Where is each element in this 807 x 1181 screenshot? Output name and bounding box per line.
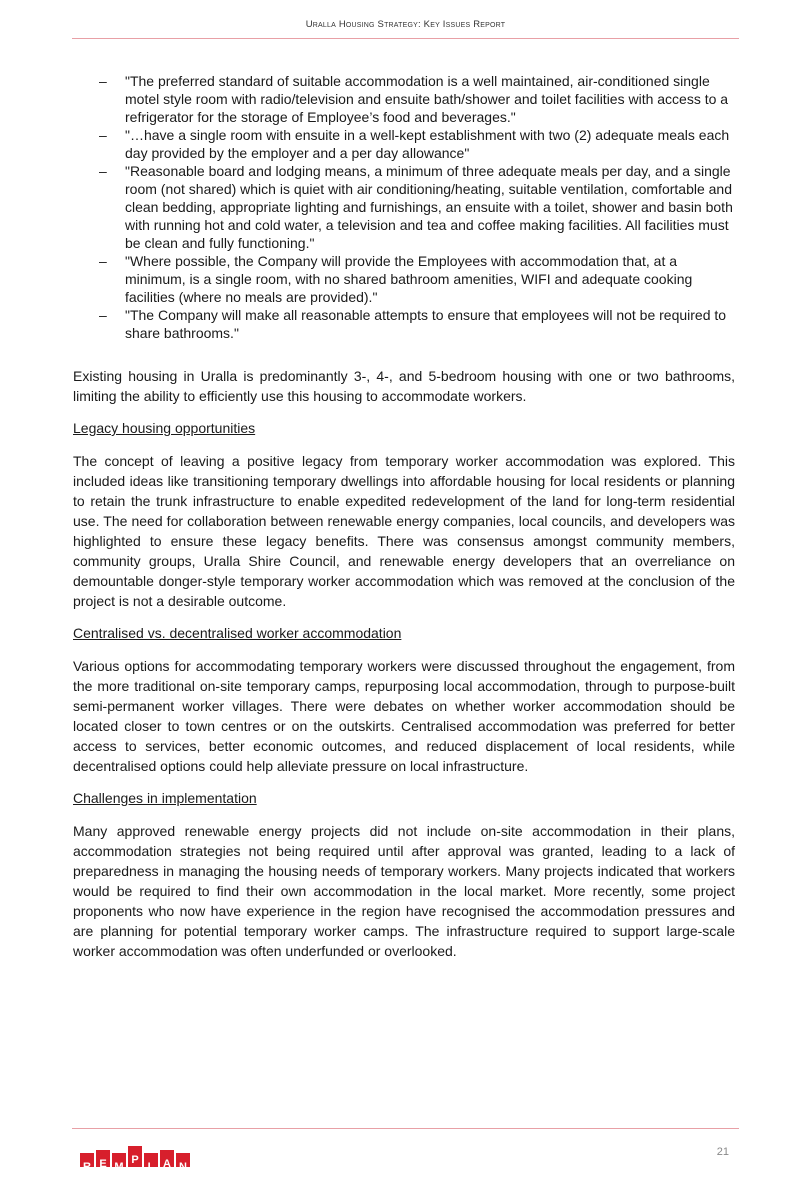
list-dash: – xyxy=(99,253,107,269)
logo-letter: L xyxy=(144,1153,158,1167)
footer-divider xyxy=(72,1128,739,1129)
quote-text: "Where possible, the Company will provide the Employees with accommodation that, at a minimum, is a single room, with no shared bathroom amenities, WIFI and adequate cooking facilities (where no meals are provided)." xyxy=(125,253,693,305)
quote-item xyxy=(73,126,735,162)
section-body-legacy: The concept of leaving a positive legacy from temporary worker accommodation was explored. This included ideas like transitioning temporary dwellings into affordable housing for local residents or planning to retain the trunk infrastructure to enable expedited redevelopment of the land for long-term residential use. The need for collaboration between renewable energy companies, local councils, and developers was highlighted to ensure these legacy benefits. There was consensus amongst community members, community groups, Uralla Shire Council, and renewable energy developers that an overreliance on demountable donger-style temporary worker accommodation which was removed at the conclusion of the project is not a desirable outcome. xyxy=(73,453,735,609)
section-heading-legacy: Legacy housing opportunities xyxy=(73,420,256,436)
logo-letter: P xyxy=(128,1146,142,1167)
quote-item xyxy=(73,306,735,342)
logo-letter: A xyxy=(160,1150,174,1167)
list-dash: – xyxy=(99,307,107,323)
quote-text: "…have a single room with ensuite in a well-kept establishment with two (2) adequate meals each day provided by the employer and a per day allowance" xyxy=(125,127,730,161)
page-number: 21 xyxy=(716,1146,729,1158)
section-body-challenges: Many approved renewable energy projects did not include on-site accommodation in their plans, accommodation strategies not being required until after approval was granted, leading to a lack of preparedness in managing the housing needs of temporary workers. Many projects indicated that workers would be required to find their own accommodation in the local market. More recently, some project proponents who now have experience in the region have recognised the accommodation pressures and are planning for potential temporary worker camps. The infrastructure required to support large-scale worker accommodation was often underfunded or overlooked. xyxy=(73,823,735,959)
document-title: Uralla Housing Strategy: Key Issues Report xyxy=(305,19,506,30)
remplan-logo xyxy=(80,1146,192,1173)
logo-letter: M xyxy=(112,1153,126,1167)
quote-item xyxy=(73,72,735,126)
list-dash: – xyxy=(99,163,107,179)
list-dash: – xyxy=(99,73,107,89)
quote-item xyxy=(73,252,735,306)
quote-list xyxy=(73,72,735,342)
quote-text: "Reasonable board and lodging means, a minimum of three adequate meals per day, and a single room (not shared) which is quiet with air conditioning/heating, suitable ventilation, comfortable and clean bedding, appropriate lighting and furnishings, an ensuite with a toilet, shower and basin both with running hot and cold water, a television and tea and coffee making facilities. All facilities must be clean and fully functioning." xyxy=(125,163,733,251)
list-dash: – xyxy=(99,127,107,143)
page-header xyxy=(72,14,739,39)
quote-text: "The Company will make all reasonable attempts to ensure that employees will not be required to share bathrooms." xyxy=(125,307,727,341)
section-body-centralised: Various options for accommodating temporary workers were discussed throughout the engagement, from the more traditional on-site temporary camps, repurposing local accommodation, through to purpose-built semi-permanent worker villages. There were debates on whether worker accommodation should be located closer to town centres or on the outskirts. Centralised accommodation was preferred for better access to services, better economic outcomes, and reduced displacement of local residents, while decentralised options could help alleviate pressure on local infrastructure. xyxy=(73,658,735,774)
intro-paragraph: Existing housing in Uralla is predominantly 3-, 4-, and 5-bedroom housing with one or two bathrooms, limiting the ability to efficiently use this housing to accommodate workers. xyxy=(73,368,735,404)
logo-letter: R xyxy=(80,1153,94,1167)
section-heading-challenges: Challenges in implementation xyxy=(73,790,257,806)
quote-item xyxy=(73,162,735,252)
logo-letter: N xyxy=(176,1153,190,1167)
section-heading-centralised: Centralised vs. decentralised worker accommodation xyxy=(73,625,402,641)
page-content xyxy=(73,72,735,961)
logo-letter: E xyxy=(96,1150,110,1167)
quote-text: "The preferred standard of suitable accommodation is a well maintained, air-conditioned single motel style room with radio/television and ensuite bath/shower and toilet facilities with access to a refrigerator for the storage of Employee’s food and beverages." xyxy=(125,73,729,125)
